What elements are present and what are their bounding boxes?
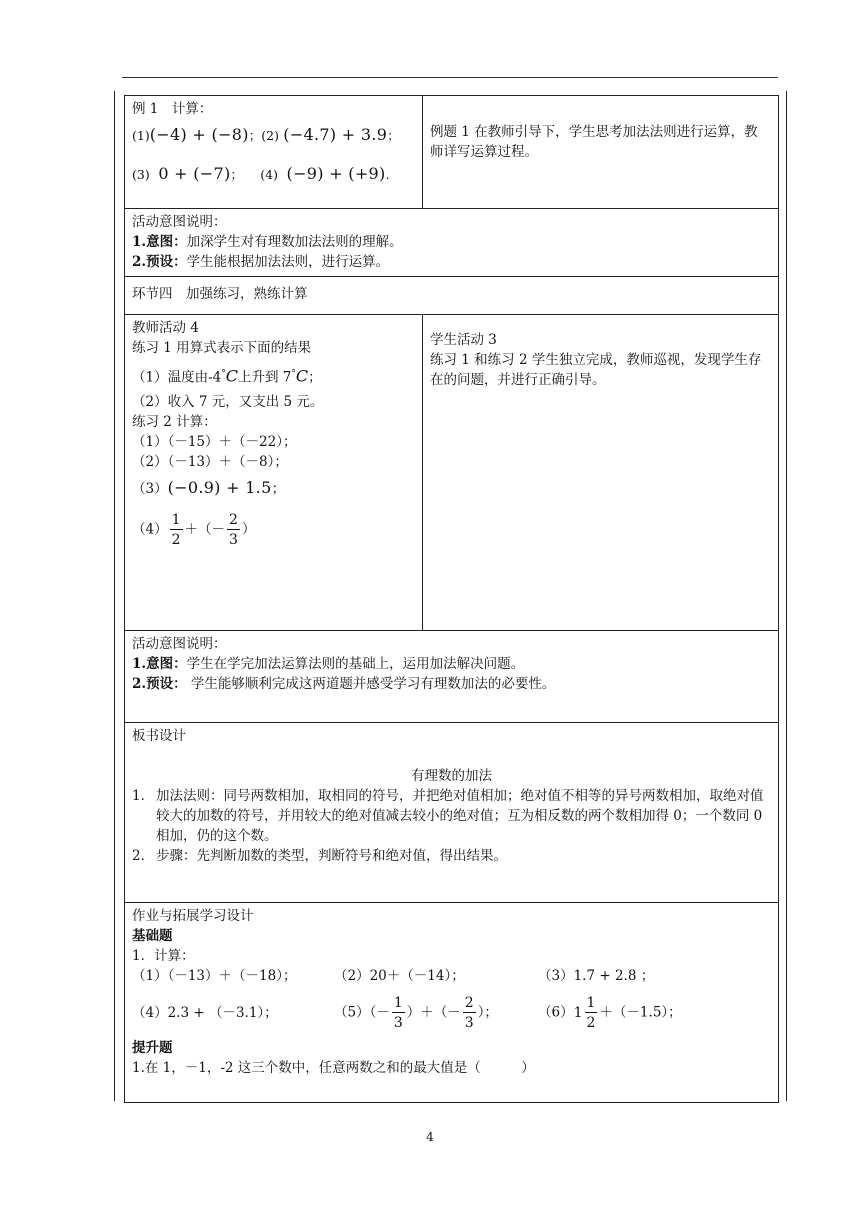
example-teacher-note: 例题 1 在教师引导下，学生思考加法法则进行运算，教师详写运算过程。: [430, 124, 758, 160]
lesson-plan-table: [124, 95, 779, 1103]
fraction-two-thirds: $\frac{2}{3}$: [229, 511, 238, 548]
intent1-intent: 1.意图：加深学生对有理数加法法则的理解。: [132, 234, 403, 250]
board-heading: 板书设计: [132, 728, 186, 744]
homework-heading: 作业与拓展学习设计: [132, 908, 254, 924]
board-title: 有理数的加法: [411, 768, 492, 784]
example-items-line2: (3) 0 + (−7)； (4) (−9) + (+9).: [132, 164, 390, 183]
section4-cell: [125, 277, 779, 315]
example-expr-1: (−4) + (−8): [149, 125, 249, 144]
table-outer-border-right: [786, 91, 787, 1101]
practice1-item1: （1）温度由-4°C上升到 7°C；: [132, 366, 322, 386]
example-teacher-note-cell: [423, 96, 779, 209]
example-expr-3: 0 + (−7): [158, 164, 231, 183]
practice1-item2: （2）收入 7 元，又支出 5 元。: [132, 393, 324, 410]
teacher-activity-heading: 教师活动 4: [132, 320, 199, 336]
section4-row: [125, 277, 779, 315]
intent2-preset: 2.预设： 学生能够顺利完成这两道题并感受学习有理数加法的必要性。: [132, 676, 556, 692]
board-row: [125, 723, 779, 903]
example-cell: [125, 96, 423, 209]
practice1-heading: 练习 1 用算式表示下面的结果: [132, 340, 312, 356]
intent2-intent: 1.意图：学生在学完加法运算法则的基础上，运用加法解决问题。: [132, 656, 525, 672]
practice2-heading: 练习 2 计算：: [132, 413, 217, 430]
board-cell: [125, 723, 779, 903]
board-item-1: 1． 加法法则：同号两数相加，取相同的符号，并把绝对值相加；绝对值不相等的异号两数相加，取绝对值较大的加数的符号，并用较大的绝对值减去较小的绝对值；互为相反数的两个数相加得 0；一个数同 0 相加，仍的这个数。: [132, 788, 764, 844]
example-heading: 例 1 计算：: [132, 101, 213, 117]
homework-q1: 1．计算：: [132, 948, 195, 964]
student-activity-cell: [423, 315, 779, 631]
example-expr-2: (−4.7) + 3.9: [283, 125, 388, 144]
activities-row: [125, 315, 779, 631]
fraction-one-third: $\frac{1}{3}$: [393, 995, 403, 1031]
advanced-label: 提升题: [132, 1040, 173, 1056]
intent2-heading: 活动意图说明：: [132, 636, 227, 652]
section4-title: 环节四 加强练习，熟练计算: [132, 286, 308, 302]
example-row: [125, 96, 779, 209]
intent1-cell: [125, 209, 779, 277]
practice2-item4: （4） $\frac{1}{2}$ ＋（－ $\frac{2}{3}$ ）: [132, 511, 256, 548]
practice2-item1: （1）（－15）＋（－22）；: [132, 433, 297, 450]
basic-label: 基础题: [132, 928, 173, 944]
intent1-row: [125, 209, 779, 277]
practice2-item2: （2）（－13）＋（－8）；: [132, 453, 288, 470]
table-outer-border-left: [114, 91, 115, 1101]
header-rule: [122, 77, 778, 78]
practice2-item3: （3）(−0.9) + 1.5；: [132, 477, 286, 497]
intent1-heading: 活动意图说明：: [132, 214, 227, 230]
advanced-q1: 1.在 1，－1，-2 这三个数中，任意两数之和的最大值是（ ）: [132, 1060, 535, 1076]
homework-cell: [125, 903, 779, 1103]
homework-item6: （6）1 $\frac{1}{2}$ ＋（－1.5）；: [538, 995, 682, 1031]
student-activity-text: 练习 1 和练习 2 学生独立完成，教师巡视，发现学生存在的问题，并进行正确引导。: [430, 352, 762, 388]
intent1-preset: 2.预设：学生能根据加法法则，进行运算。: [132, 254, 390, 270]
teacher-activity-cell: [125, 315, 423, 631]
intent2-cell: [125, 631, 779, 723]
intent2-row: [125, 631, 779, 723]
example-expr-4: (−9) + (+9): [286, 164, 386, 183]
homework-row: [125, 903, 779, 1103]
board-item-2: 2． 步骤：先判断加数的类型，判断符号和绝对值，得出结果。: [132, 848, 507, 864]
homework-item5: （5）（－ $\frac{1}{3}$ ）＋（－ $\frac{2}{3}$ ）；: [334, 995, 498, 1031]
example-items-line1: (1)(−4) + (−8)；(2) (−4.7) + 3.9；: [132, 125, 400, 144]
student-activity-heading: 学生活动 3: [430, 332, 497, 348]
homework-row2: （4）2.3 + （－3.1）； （5）（－ $\frac{1}{3}$ ）＋（－ $\frac{2}{3}$ ）； （6）1 $\frac{1}{2}$ ＋（－1.5）；: [132, 995, 682, 1031]
page-number: 4: [426, 1130, 434, 1144]
fraction-one-half: $\frac{1}{2}$: [171, 511, 181, 548]
fraction-mixed-one-half: $\frac{1}{2}$: [586, 995, 596, 1031]
fraction-two-thirds-hw: $\frac{2}{3}$: [464, 995, 474, 1031]
homework-row1: （1）（－13）＋（－18）； （2）20＋（－14）； （3）1.7 + 2.8 ；: [132, 968, 655, 984]
